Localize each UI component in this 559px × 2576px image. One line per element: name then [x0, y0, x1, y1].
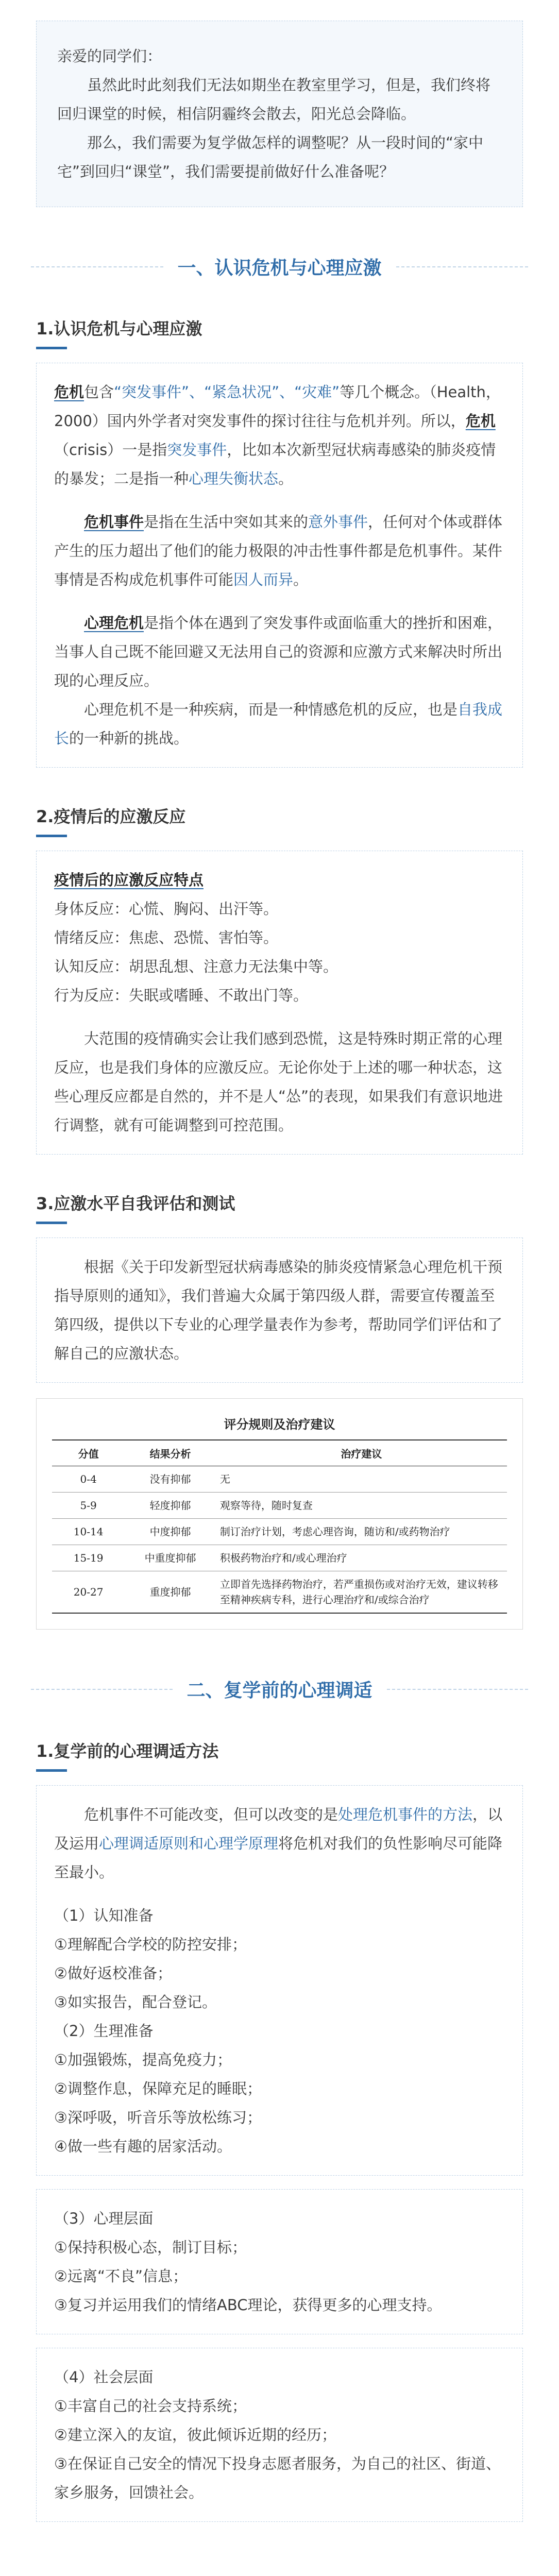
divider-right [396, 266, 529, 267]
subsection-1-1-heading [36, 316, 523, 349]
table-cell: 0-4 [52, 1466, 125, 1493]
text-span: （crisis）一是指 [54, 441, 167, 459]
table-cell: 中度抑郁 [125, 1519, 216, 1545]
table-row [52, 1493, 507, 1519]
stress-reaction-block [36, 851, 523, 1155]
section-2-heading [31, 1676, 528, 1702]
text-span: 的一种新的挑战。 [69, 730, 189, 747]
reaction-cognition: 认知反应：胡思乱想、注意力无法集中等。 [54, 958, 338, 975]
subsection-1-3-heading [36, 1191, 523, 1224]
highlight-imbalance: 心理失衡状态 [189, 470, 279, 487]
list-item: ③深呼吸，听音乐等放松练习； [54, 2109, 262, 2126]
stress-reaction-heading: 疫情后的应激反应特点 [54, 871, 204, 889]
assessment-paragraph: 根据《关于印发新型冠状病毒感染的肺炎疫情紧急心理危机干预指导原则的通知》，我们普遍大众属于第四级人群，需要宣传覆盖至第四级，提供以下专业的心理学量表作为参考，帮助同学们评估和了解自己的应激状态。 [54, 1258, 503, 1362]
table-cell: 重度抑郁 [125, 1571, 216, 1614]
reaction-body: 身体反应：心慌、胸闷、出汗等。 [54, 900, 279, 918]
text-span: 是指在生活中突如其来的 [144, 513, 309, 531]
intro-paragraph-1: 虽然此时此刻我们无法如期坐在教室里学习，但是，我们终将回归课堂的时候，相信阴霾终会散去，阳光总会降临。 [57, 76, 491, 123]
list-item: ②建立深入的友谊，彼此倾诉近期的经历； [54, 2426, 336, 2444]
crisis-event-paragraph [54, 507, 505, 594]
table-cell: 5-9 [52, 1493, 125, 1519]
table-row [52, 1519, 507, 1545]
table-cell: 观察等待，随时复查 [216, 1493, 507, 1519]
list-item: ③在保证自己安全的情况下投身志愿者服务，为自己的社区、街道、家乡服务，回馈社会。 [54, 2455, 501, 2501]
column-header: 分值 [52, 1440, 125, 1466]
term-crisis-event: 危机事件 [84, 513, 144, 531]
reaction-behavior: 行为反应：失眠或嗜睡、不敢出门等。 [54, 987, 309, 1004]
list-item: ③如实报告，配合登记。 [54, 1993, 217, 2011]
text-span: ，任何对个体或群体产生的压力超出了他们的能力极限的冲击性事件都是危机事件。某件事情是否构成危机事件可能 [54, 513, 503, 588]
list-item: ③复习并运用我们的情绪ABC理论，获得更多的心理支持。 [54, 2296, 442, 2314]
score-table-box [36, 1398, 523, 1630]
table-row [52, 1545, 507, 1571]
social-block [36, 2348, 523, 2522]
highlight-accident: 意外事件 [308, 513, 368, 531]
divider-left [31, 266, 163, 267]
list-item: ④做一些有趣的居家活动。 [54, 2138, 232, 2155]
adjustment-paragraph [54, 1800, 505, 1887]
divider-left [31, 1689, 173, 1690]
table-cell: 制订治疗计划，考虑心理咨询，随访和/或药物治疗 [216, 1519, 507, 1545]
adjustment-intro-block [36, 1785, 523, 2176]
table-cell: 没有抑郁 [125, 1466, 216, 1493]
group-heading-social: （4）社会层面 [54, 2368, 154, 2386]
highlight-emergency: 突发事件 [167, 441, 227, 459]
subsection-2-1-heading [36, 1738, 523, 1772]
list-item: ②远离“不良”信息； [54, 2267, 188, 2285]
term-crisis: 危机 [54, 383, 84, 401]
section-2-title: 二、复学前的心理调适 [187, 1680, 372, 1701]
subsection-1-2-heading [36, 804, 523, 837]
divider-right [387, 1689, 529, 1690]
section-1-heading [31, 253, 528, 280]
text-span: 。 [293, 571, 309, 588]
term-crisis-2: 危机 [465, 412, 496, 430]
table-cell: 立即首先选择药物治疗，若严重损伤或对治疗无效，建议转移至精神疾病专科，进行心理治疗和/或综合治疗 [216, 1571, 507, 1614]
psych-crisis-note [54, 695, 505, 753]
table-row [52, 1466, 507, 1493]
group-heading-psychological: （3）心理层面 [54, 2210, 154, 2227]
highlight-growth: 自我成长 [54, 701, 503, 747]
table-cell: 中重度抑郁 [125, 1545, 216, 1571]
group-heading-physical: （2）生理准备 [54, 2022, 154, 2040]
column-header: 治疗建议 [216, 1440, 507, 1466]
psych-crisis-paragraph [54, 608, 505, 695]
intro-paragraph-2: 那么，我们需要为复学做怎样的调整呢？从一段时间的“家中宅”到回归“课堂”，我们需要提前做好什么准备呢？ [57, 134, 484, 180]
subsection-1-1-title: 1.认识危机与心理应激 [36, 319, 202, 338]
table-cell: 轻度抑郁 [125, 1493, 216, 1519]
table-row [52, 1571, 507, 1614]
text-span: 。 [278, 470, 294, 487]
title-underline [36, 1222, 67, 1224]
text-span: 等几个概念。（Health，2000）国内外学者对突发事件的探讨往往与危机并列。所以， [54, 383, 501, 430]
text-span: 包含 [84, 383, 114, 401]
term-psych-crisis: 心理危机 [84, 614, 144, 632]
group-heading-cognitive: （1）认知准备 [54, 1907, 154, 1924]
list-item: ①丰富自己的社会支持系统； [54, 2397, 247, 2415]
stress-reaction-paragraph: 大范围的疫情确实会让我们感到恐慌，这是特殊时期正常的心理反应，也是我们身体的应激反应。无论你处于上述的哪一种状态，这些心理反应都是自然的，并不是人“怂”的表现，如果我们有意识地进行调整，就有可能调整到可控范围。 [54, 1030, 503, 1134]
text-span: ，比如本次新型冠状病毒感染的肺炎疫情的暴发；二是指一种 [54, 441, 496, 487]
highlight-varies: 因人而异 [233, 571, 294, 588]
subsection-2-1-title: 1.复学前的心理调适方法 [36, 1741, 219, 1761]
text-span: 心理危机不是一种疾病，而是一种情感危机的反应，也是 [84, 701, 458, 718]
list-item: ①保持积极心态，制订目标； [54, 2239, 247, 2256]
table-cell: 20-27 [52, 1571, 125, 1614]
column-header: 结果分析 [125, 1440, 216, 1466]
section-1-title: 一、认识危机与心理应激 [177, 258, 382, 279]
table-cell: 10-14 [52, 1519, 125, 1545]
table-cell: 15-19 [52, 1545, 125, 1571]
table-cell: 积极药物治疗和/或心理治疗 [216, 1545, 507, 1571]
title-underline [36, 347, 67, 349]
highlight-concepts: “突发事件”、“紧急状况”、“灾难” [114, 383, 340, 401]
crisis-paragraph [54, 378, 505, 493]
intro-card [36, 21, 523, 207]
reaction-emotion: 情绪反应：焦虑、恐慌、害怕等。 [54, 929, 279, 946]
score-table [52, 1439, 507, 1614]
list-item: ②调整作息，保障充足的睡眠； [54, 2080, 262, 2097]
text-span: 将危机对我们的负性影响尽可能降至最小。 [54, 1835, 503, 1881]
greeting: 亲爱的同学们： [57, 47, 162, 65]
text-span: 危机事件不可能改变，但可以改变的是 [84, 1806, 338, 1823]
list-item: ②做好返校准备； [54, 1964, 172, 1982]
highlight-method: 处理危机事件的方法 [338, 1806, 473, 1823]
crisis-definition-block [36, 363, 523, 768]
list-item: ①理解配合学校的防控安排； [54, 1936, 247, 1953]
title-underline [36, 835, 67, 837]
table-cell: 无 [216, 1466, 507, 1493]
title-underline [36, 1769, 67, 1772]
list-item: ①加强锻炼，提高免疫力； [54, 2051, 232, 2069]
text-span: 是指个体在遇到了突发事件或面临重大的挫折和困难，当事人自己既不能回避又无法用自己的资源和应激方式来解决时所出现的心理反应。 [54, 614, 503, 689]
highlight-principles: 心理调适原则和心理学原理 [99, 1835, 279, 1852]
text-span: ，以及运用 [54, 1806, 503, 1852]
assessment-block [36, 1238, 523, 1383]
table-caption: 评分规则及治疗建议 [224, 1417, 335, 1432]
table-header-row [52, 1440, 507, 1466]
subsection-1-3-title: 3.应激水平自我评估和测试 [36, 1194, 235, 1213]
psychological-block [36, 2189, 523, 2334]
subsection-1-2-title: 2.疫情后的应激反应 [36, 807, 186, 826]
